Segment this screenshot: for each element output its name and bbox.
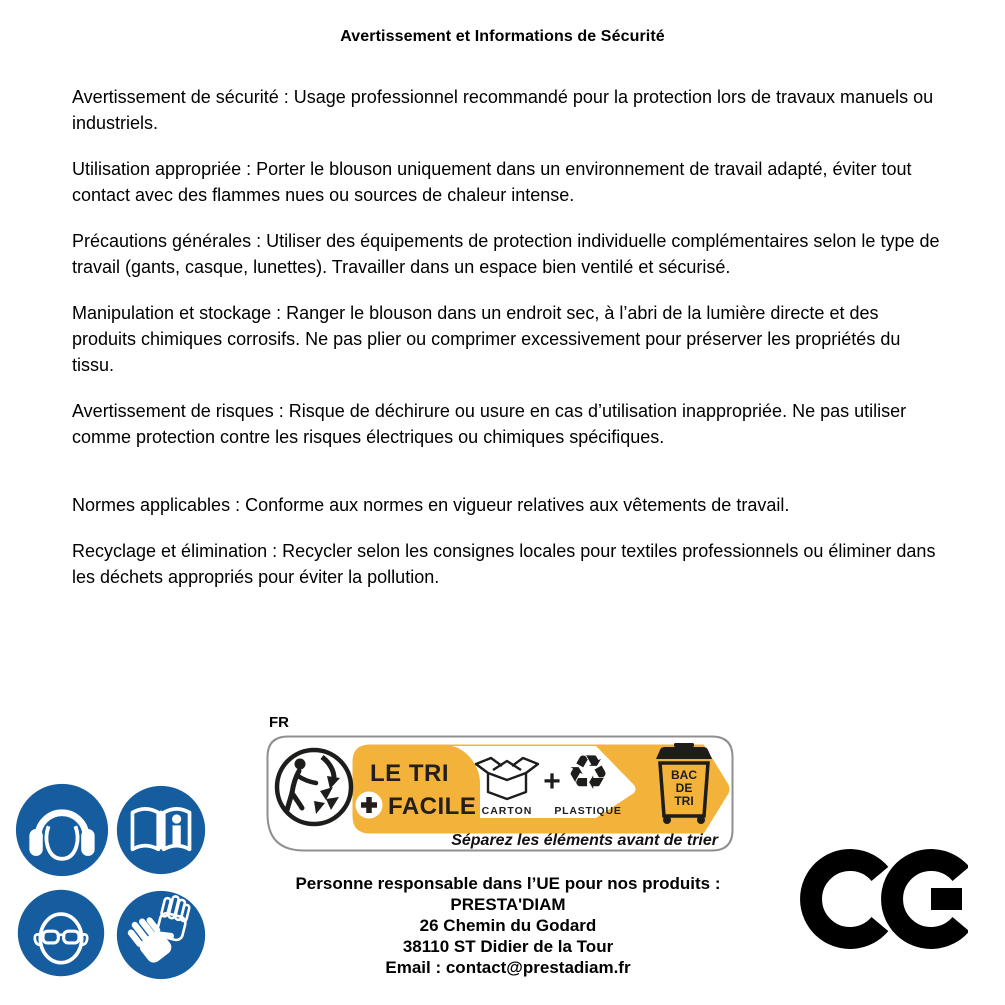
responsible-intro: Personne responsable dans l’UE pour nos produits : xyxy=(295,874,721,893)
safety-paragraph: Précautions générales : Utiliser des équipements de protection individuelle complémentaires selon le type de travail (gants, casque, lunettes). Travailler dans un espace bien ventilé et sécurisé. xyxy=(72,231,940,277)
protective-gloves-icon xyxy=(115,889,207,986)
tri-headline-2: FACILE xyxy=(388,793,477,820)
plastic-recycling-icon: ♻ xyxy=(566,745,610,801)
recycling-sorting-label xyxy=(266,714,734,857)
material-carton-label: CARTON xyxy=(481,805,533,817)
tri-headline-1: LE TRI xyxy=(370,760,449,787)
read-manual-icon xyxy=(115,784,207,881)
ce-mark-logo xyxy=(798,843,968,960)
responsible-person-block xyxy=(240,873,776,978)
safety-paragraph: Recyclage et élimination : Recycler selon les consignes locales pour textiles professionnels ou éliminer dans les déchets appropriés pour éviter la pollution. xyxy=(72,541,936,587)
company-street: 26 Chemin du Godard xyxy=(419,916,597,935)
safety-paragraph: Avertissement de risques : Risque de déchirure ou usure en cas d’utilisation inappropriée. Ne pas utiliser comme protection contre les risques électriques ou chimiques spécifiques. xyxy=(72,401,907,447)
company-city: 38110 ST Didier de la Tour xyxy=(402,937,614,956)
eye-protection-icon xyxy=(16,888,106,983)
sorting-instruction: Séparez les éléments avant de trier xyxy=(451,832,718,849)
safety-text-block xyxy=(72,84,944,610)
company-name: PRESTA'DIAM xyxy=(450,895,566,914)
bin-text-1: BAC xyxy=(671,768,697,782)
ear-protection-icon xyxy=(14,782,110,883)
company-email: Email : contact@prestadiam.fr xyxy=(385,958,631,977)
country-code: FR xyxy=(269,714,289,731)
safety-paragraph: Normes applicables : Conforme aux normes en vigueur relatives aux vêtements de travail. xyxy=(72,495,790,515)
material-plastique-label: PLASTIQUE xyxy=(554,805,622,817)
materials-plus-sign: + xyxy=(543,765,561,798)
safety-paragraph: Utilisation appropriée : Porter le blouson uniquement dans un environnement de travail adapté, éviter tout contact avec des flammes nues ou sources de chaleur intense. xyxy=(72,159,912,205)
page-title: Avertissement et Informations de Sécurité xyxy=(340,28,665,45)
safety-paragraph: Avertissement de sécurité : Usage professionnel recommandé pour la protection lors de travaux manuels ou industriels. xyxy=(72,87,934,133)
safety-paragraph: Manipulation et stockage : Ranger le blouson dans un endroit sec, à l’abri de la lumière directe et des produits chimiques corrosifs. Ne pas plier ou comprimer excessivement pour préserver les propriétés du tissu. xyxy=(72,303,901,375)
bin-text-3: TRI xyxy=(674,794,694,808)
bin-text-2: DE xyxy=(675,781,693,795)
